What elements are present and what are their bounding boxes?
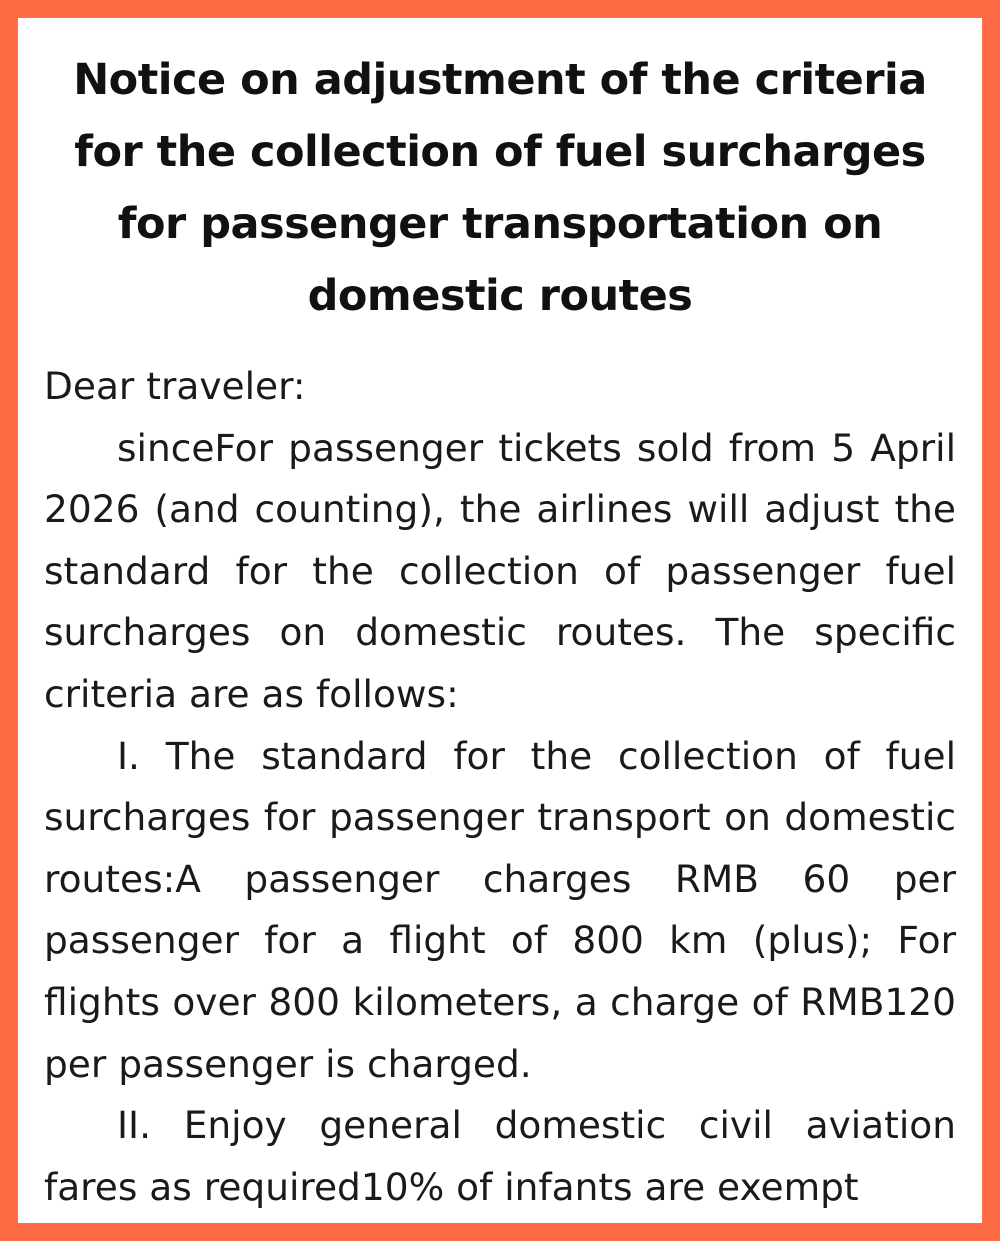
paragraph-intro: sinceFor passenger tickets sold from 5 April 2026 (and counting), the airlines will adjust the standard for the collection of passenger fuel surcharges on domestic routes. The specific criteria are as follows: [44,425,956,716]
paragraph-item-2: II. Enjoy general domestic civil aviation fares as required10% of infants are exempt [44,1103,956,1209]
greeting-line: Dear traveler: [44,364,306,408]
notice-title: Notice on adjustment of the criteria for the collection of fuel surcharges for passenger transportation on domestic routes [73,55,927,321]
notice-sheet [18,18,982,1223]
notice-body [44,356,956,1218]
paragraph-item-1: I. The standard for the collection of fuel surcharges for passenger transport on domestic routes:A passenger charges RMB 60 per passenger for a flight of 800 km (plus); For flights over 800 kilometers, a charge of RMB120 per passenger is charged. [44,733,956,1086]
